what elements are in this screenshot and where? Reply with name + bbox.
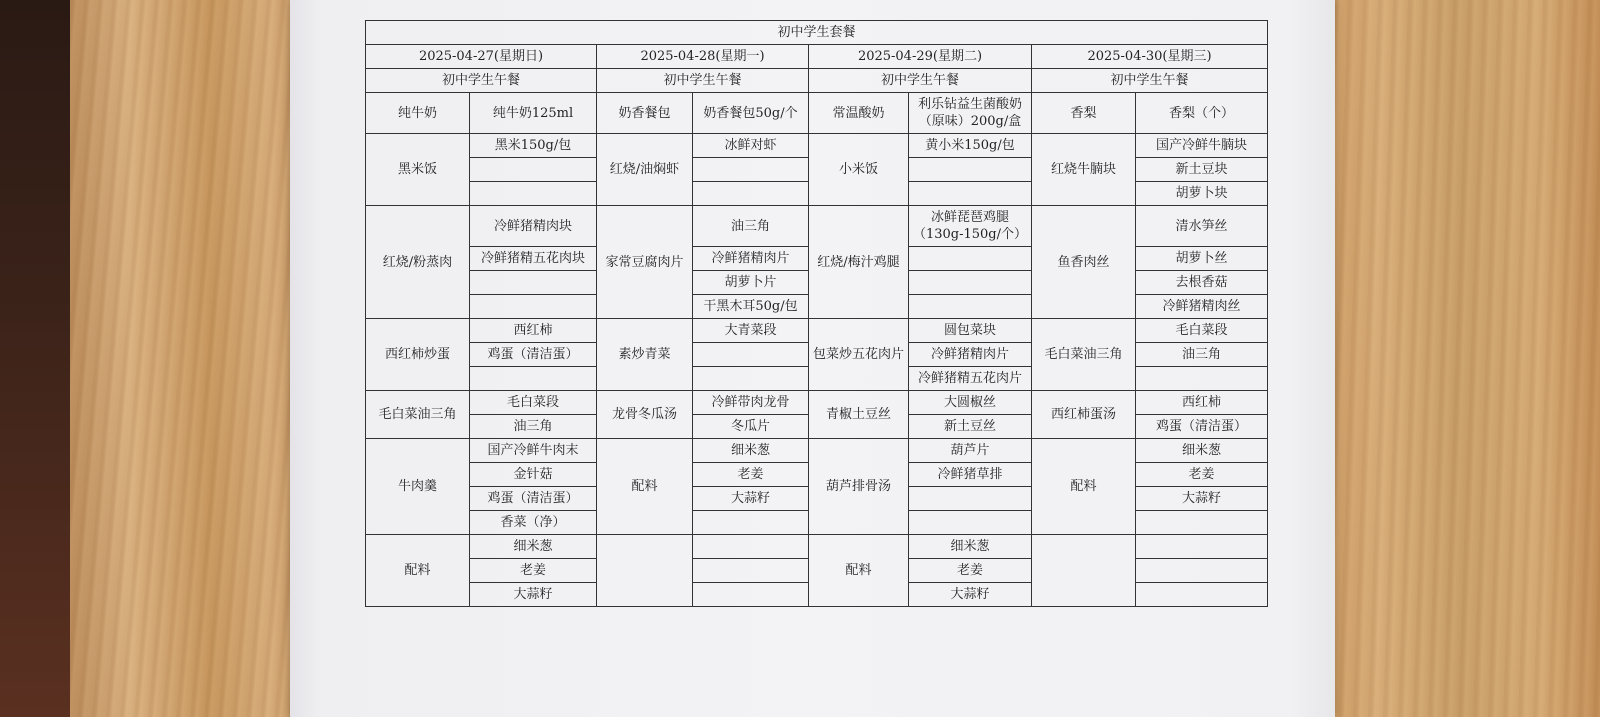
ingredient-cell: 胡萝卜块 [1136, 182, 1268, 206]
dish-name: 包菜炒五花肉片 [809, 319, 909, 391]
ingredient-cell [693, 535, 809, 559]
meal-label: 初中学生午餐 [809, 69, 1032, 93]
dark-shadow-area [0, 0, 70, 717]
ingredient-cell: 油三角 [693, 206, 809, 247]
ingredient-cell: 黄小米150g/包 [909, 134, 1032, 158]
ingredient-cell: 清水笋丝 [1136, 206, 1268, 247]
dish-name: 西红柿炒蛋 [366, 319, 470, 391]
ingredient-cell: 细米葱 [470, 535, 597, 559]
ingredient-cell: 纯牛奶125ml [470, 93, 597, 134]
ingredient-cell: 冷鲜猪精肉片 [909, 343, 1032, 367]
dish-name: 红烧/油焖虾 [597, 134, 693, 206]
day-date: 2025-04-28(星期一) [597, 45, 809, 69]
ingredient-cell [1136, 559, 1268, 583]
dish-name: 红烧/粉蒸肉 [366, 206, 470, 319]
ingredient-cell [693, 182, 809, 206]
ingredient-cell: 奶香餐包50g/个 [693, 93, 809, 134]
ingredient-cell [1136, 511, 1268, 535]
dish-name: 配料 [366, 535, 470, 607]
ingredient-cell: 大蒜籽 [1136, 487, 1268, 511]
day-date: 2025-04-30(星期三) [1032, 45, 1268, 69]
ingredient-cell [693, 511, 809, 535]
wood-table-right [1318, 0, 1600, 717]
ingredient-cell [693, 367, 809, 391]
dish-name: 鱼香肉丝 [1032, 206, 1136, 319]
dish-name: 配料 [1032, 439, 1136, 535]
ingredient-cell: 细米葱 [693, 439, 809, 463]
ingredient-cell [470, 158, 597, 182]
dish-name: 黑米饭 [366, 134, 470, 206]
dish-name: 红烧/梅汁鸡腿 [809, 206, 909, 319]
ingredient-cell: 大青菜段 [693, 319, 809, 343]
meal-label: 初中学生午餐 [597, 69, 809, 93]
ingredient-cell [693, 158, 809, 182]
ingredient-cell [470, 182, 597, 206]
menu-table [365, 20, 1268, 607]
ingredient-cell [909, 182, 1032, 206]
ingredient-cell: 利乐钻益生菌酸奶（原味）200g/盒 [909, 93, 1032, 134]
table-title: 初中学生套餐 [366, 21, 1268, 45]
ingredient-cell: 油三角 [470, 415, 597, 439]
dish-name: 毛白菜油三角 [1032, 319, 1136, 391]
dish-name [1032, 535, 1136, 607]
ingredient-cell [909, 487, 1032, 511]
dish-name [597, 535, 693, 607]
ingredient-cell: 细米葱 [909, 535, 1032, 559]
dish-name: 香梨 [1032, 93, 1136, 134]
ingredient-cell: 大蒜籽 [470, 583, 597, 607]
ingredient-cell: 胡萝卜丝 [1136, 247, 1268, 271]
ingredient-cell: 去根香菇 [1136, 271, 1268, 295]
dish-name: 配料 [809, 535, 909, 607]
ingredient-cell: 大圆椒丝 [909, 391, 1032, 415]
ingredient-cell [470, 367, 597, 391]
dish-name: 家常豆腐肉片 [597, 206, 693, 319]
ingredient-cell: 金针菇 [470, 463, 597, 487]
ingredient-cell: 细米葱 [1136, 439, 1268, 463]
dish-name: 配料 [597, 439, 693, 535]
meal-label: 初中学生午餐 [366, 69, 597, 93]
ingredient-cell: 老姜 [693, 463, 809, 487]
ingredient-cell [693, 583, 809, 607]
ingredient-cell: 香菜（净） [470, 511, 597, 535]
ingredient-cell: 西红柿 [1136, 391, 1268, 415]
ingredient-cell [909, 271, 1032, 295]
ingredient-cell: 老姜 [909, 559, 1032, 583]
ingredient-cell: 冷鲜猪精肉块 [470, 206, 597, 247]
ingredient-cell [909, 295, 1032, 319]
ingredient-cell: 葫芦片 [909, 439, 1032, 463]
ingredient-cell: 冷鲜猪精五花肉片 [909, 367, 1032, 391]
ingredient-cell: 鸡蛋（清洁蛋） [470, 487, 597, 511]
ingredient-cell: 干黑木耳50g/包 [693, 295, 809, 319]
dish-name: 纯牛奶 [366, 93, 470, 134]
ingredient-cell: 冬瓜片 [693, 415, 809, 439]
day-date: 2025-04-27(星期日) [366, 45, 597, 69]
ingredient-cell: 冷鲜猪精肉片 [693, 247, 809, 271]
ingredient-cell: 冷鲜猪精肉丝 [1136, 295, 1268, 319]
dish-name: 西红柿蛋汤 [1032, 391, 1136, 439]
dish-name: 龙骨冬瓜汤 [597, 391, 693, 439]
ingredient-cell: 国产冷鲜牛肉末 [470, 439, 597, 463]
ingredient-cell: 冷鲜猪精五花肉块 [470, 247, 597, 271]
ingredient-cell: 鸡蛋（清洁蛋） [1136, 415, 1268, 439]
dish-name: 青椒土豆丝 [809, 391, 909, 439]
ingredient-cell [470, 271, 597, 295]
dish-name: 葫芦排骨汤 [809, 439, 909, 535]
ingredient-cell: 大蒜籽 [909, 583, 1032, 607]
ingredient-cell [1136, 367, 1268, 391]
ingredient-cell: 胡萝卜片 [693, 271, 809, 295]
wood-table-left [0, 0, 305, 717]
ingredient-cell: 鸡蛋（清洁蛋） [470, 343, 597, 367]
menu-body [366, 21, 1268, 607]
ingredient-cell: 新土豆块 [1136, 158, 1268, 182]
ingredient-cell [1136, 583, 1268, 607]
dish-name: 常温酸奶 [809, 93, 909, 134]
dish-name: 素炒青菜 [597, 319, 693, 391]
ingredient-cell [693, 559, 809, 583]
ingredient-cell [909, 511, 1032, 535]
day-date: 2025-04-29(星期二) [809, 45, 1032, 69]
ingredient-cell: 老姜 [1136, 463, 1268, 487]
ingredient-cell: 油三角 [1136, 343, 1268, 367]
ingredient-cell: 国产冷鲜牛腩块 [1136, 134, 1268, 158]
ingredient-cell: 新土豆丝 [909, 415, 1032, 439]
ingredient-cell: 冰鲜对虾 [693, 134, 809, 158]
ingredient-cell: 西红柿 [470, 319, 597, 343]
ingredient-cell [909, 247, 1032, 271]
ingredient-cell: 香梨（个） [1136, 93, 1268, 134]
dish-name: 牛肉羹 [366, 439, 470, 535]
ingredient-cell [693, 343, 809, 367]
ingredient-cell: 冰鲜琵琶鸡腿（130g-150g/个） [909, 206, 1032, 247]
ingredient-cell: 毛白菜段 [470, 391, 597, 415]
ingredient-cell: 冷鲜猪草排 [909, 463, 1032, 487]
dish-name: 毛白菜油三角 [366, 391, 470, 439]
ingredient-cell: 冷鲜带肉龙骨 [693, 391, 809, 415]
dish-name: 红烧牛腩块 [1032, 134, 1136, 206]
ingredient-cell: 大蒜籽 [693, 487, 809, 511]
ingredient-cell [909, 158, 1032, 182]
ingredient-cell: 圆包菜块 [909, 319, 1032, 343]
ingredient-cell [1136, 535, 1268, 559]
ingredient-cell: 毛白菜段 [1136, 319, 1268, 343]
ingredient-cell: 老姜 [470, 559, 597, 583]
dish-name: 奶香餐包 [597, 93, 693, 134]
meal-label: 初中学生午餐 [1032, 69, 1268, 93]
dish-name: 小米饭 [809, 134, 909, 206]
ingredient-cell: 黑米150g/包 [470, 134, 597, 158]
ingredient-cell [470, 295, 597, 319]
